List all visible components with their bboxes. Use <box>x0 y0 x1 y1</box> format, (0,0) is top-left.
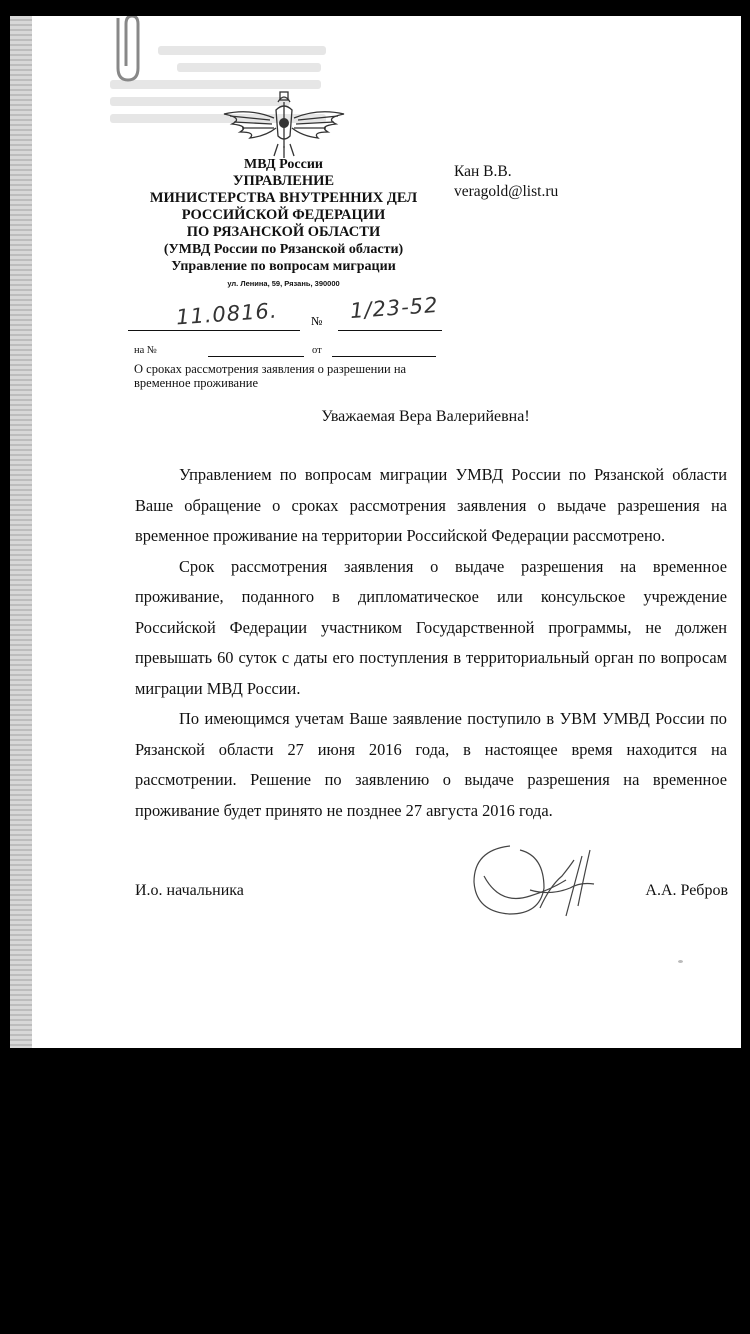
from-label: от <box>312 345 322 356</box>
handwritten-signature <box>470 836 610 926</box>
date-underline <box>128 330 300 331</box>
reference-line <box>134 342 444 360</box>
header-line: ПО РЯЗАНСКОЙ ОБЛАСТИ <box>186 224 381 240</box>
scan-edge <box>10 16 32 1048</box>
recipient-block <box>454 162 558 202</box>
ref-underline <box>208 356 304 357</box>
greeting-wrap <box>10 408 741 426</box>
letterhead <box>130 156 437 288</box>
paragraph: По имеющимся учетам Ваше заявление поступило в УВМ УМВД России по Рязанской области 27 июня 2016 года, в настоящее время находится на рассмотрении. Решение по заявлению о выдаче разрешения на временное проживание будет принято не позднее 27 августа 2016 года. <box>135 709 727 820</box>
registration-number: 1/23-52 <box>349 292 440 324</box>
signer-name: А.А. Ребров <box>645 882 728 899</box>
greeting: Уважаемая Вера Валерийевна! <box>321 408 530 425</box>
recipient-email: veragold@list.ru <box>454 183 559 200</box>
ref-label: на № <box>134 345 157 356</box>
eagle-emblem-icon <box>220 88 348 160</box>
scan-speck <box>678 960 683 963</box>
paragraph: Управлением по вопросам миграции УМВД России по Рязанской области Ваше обращение о сроках рассмотрения заявления о выдаче разрешения на временное проживание на территории Российской Федерации рассмотрено. <box>135 465 727 545</box>
header-line: Управление по вопросам миграции <box>171 259 396 274</box>
registration-date: 11.0816. <box>175 298 279 330</box>
header-line: УПРАВЛЕНИЕ <box>232 173 335 189</box>
letter-body <box>135 460 727 826</box>
from-underline <box>332 356 436 357</box>
recipient-name: Кан В.В. <box>454 163 512 180</box>
number-underline <box>338 330 442 331</box>
header-address: ул. Ленина, 59, Рязань, 390000 <box>227 279 340 288</box>
document-page <box>10 16 741 1048</box>
registration-line <box>128 292 448 338</box>
number-label: № <box>311 314 323 328</box>
header-line: (УМВД России по Рязанской области) <box>163 242 404 257</box>
header-line: МВД России <box>244 157 323 172</box>
subject-line: О сроках рассмотрения заявления о разрешении на временное проживание <box>134 362 407 390</box>
paperclip-icon <box>108 16 144 84</box>
paragraph: Срок рассмотрения заявления о выдаче разрешения на временное проживание, поданного в дипломатическое или консульское учреждение Российской Федерации участником Государственной программы, не должен превышать 60 суток с даты его поступления в территориальный орган по вопросам миграции МВД России. <box>135 556 727 698</box>
header-line: МИНИСТЕРСТВА ВНУТРЕННИХ ДЕЛ <box>149 190 418 206</box>
header-line: РОССИЙСКОЙ ФЕДЕРАЦИИ <box>181 207 386 223</box>
signer-title: И.о. начальника <box>135 882 244 899</box>
